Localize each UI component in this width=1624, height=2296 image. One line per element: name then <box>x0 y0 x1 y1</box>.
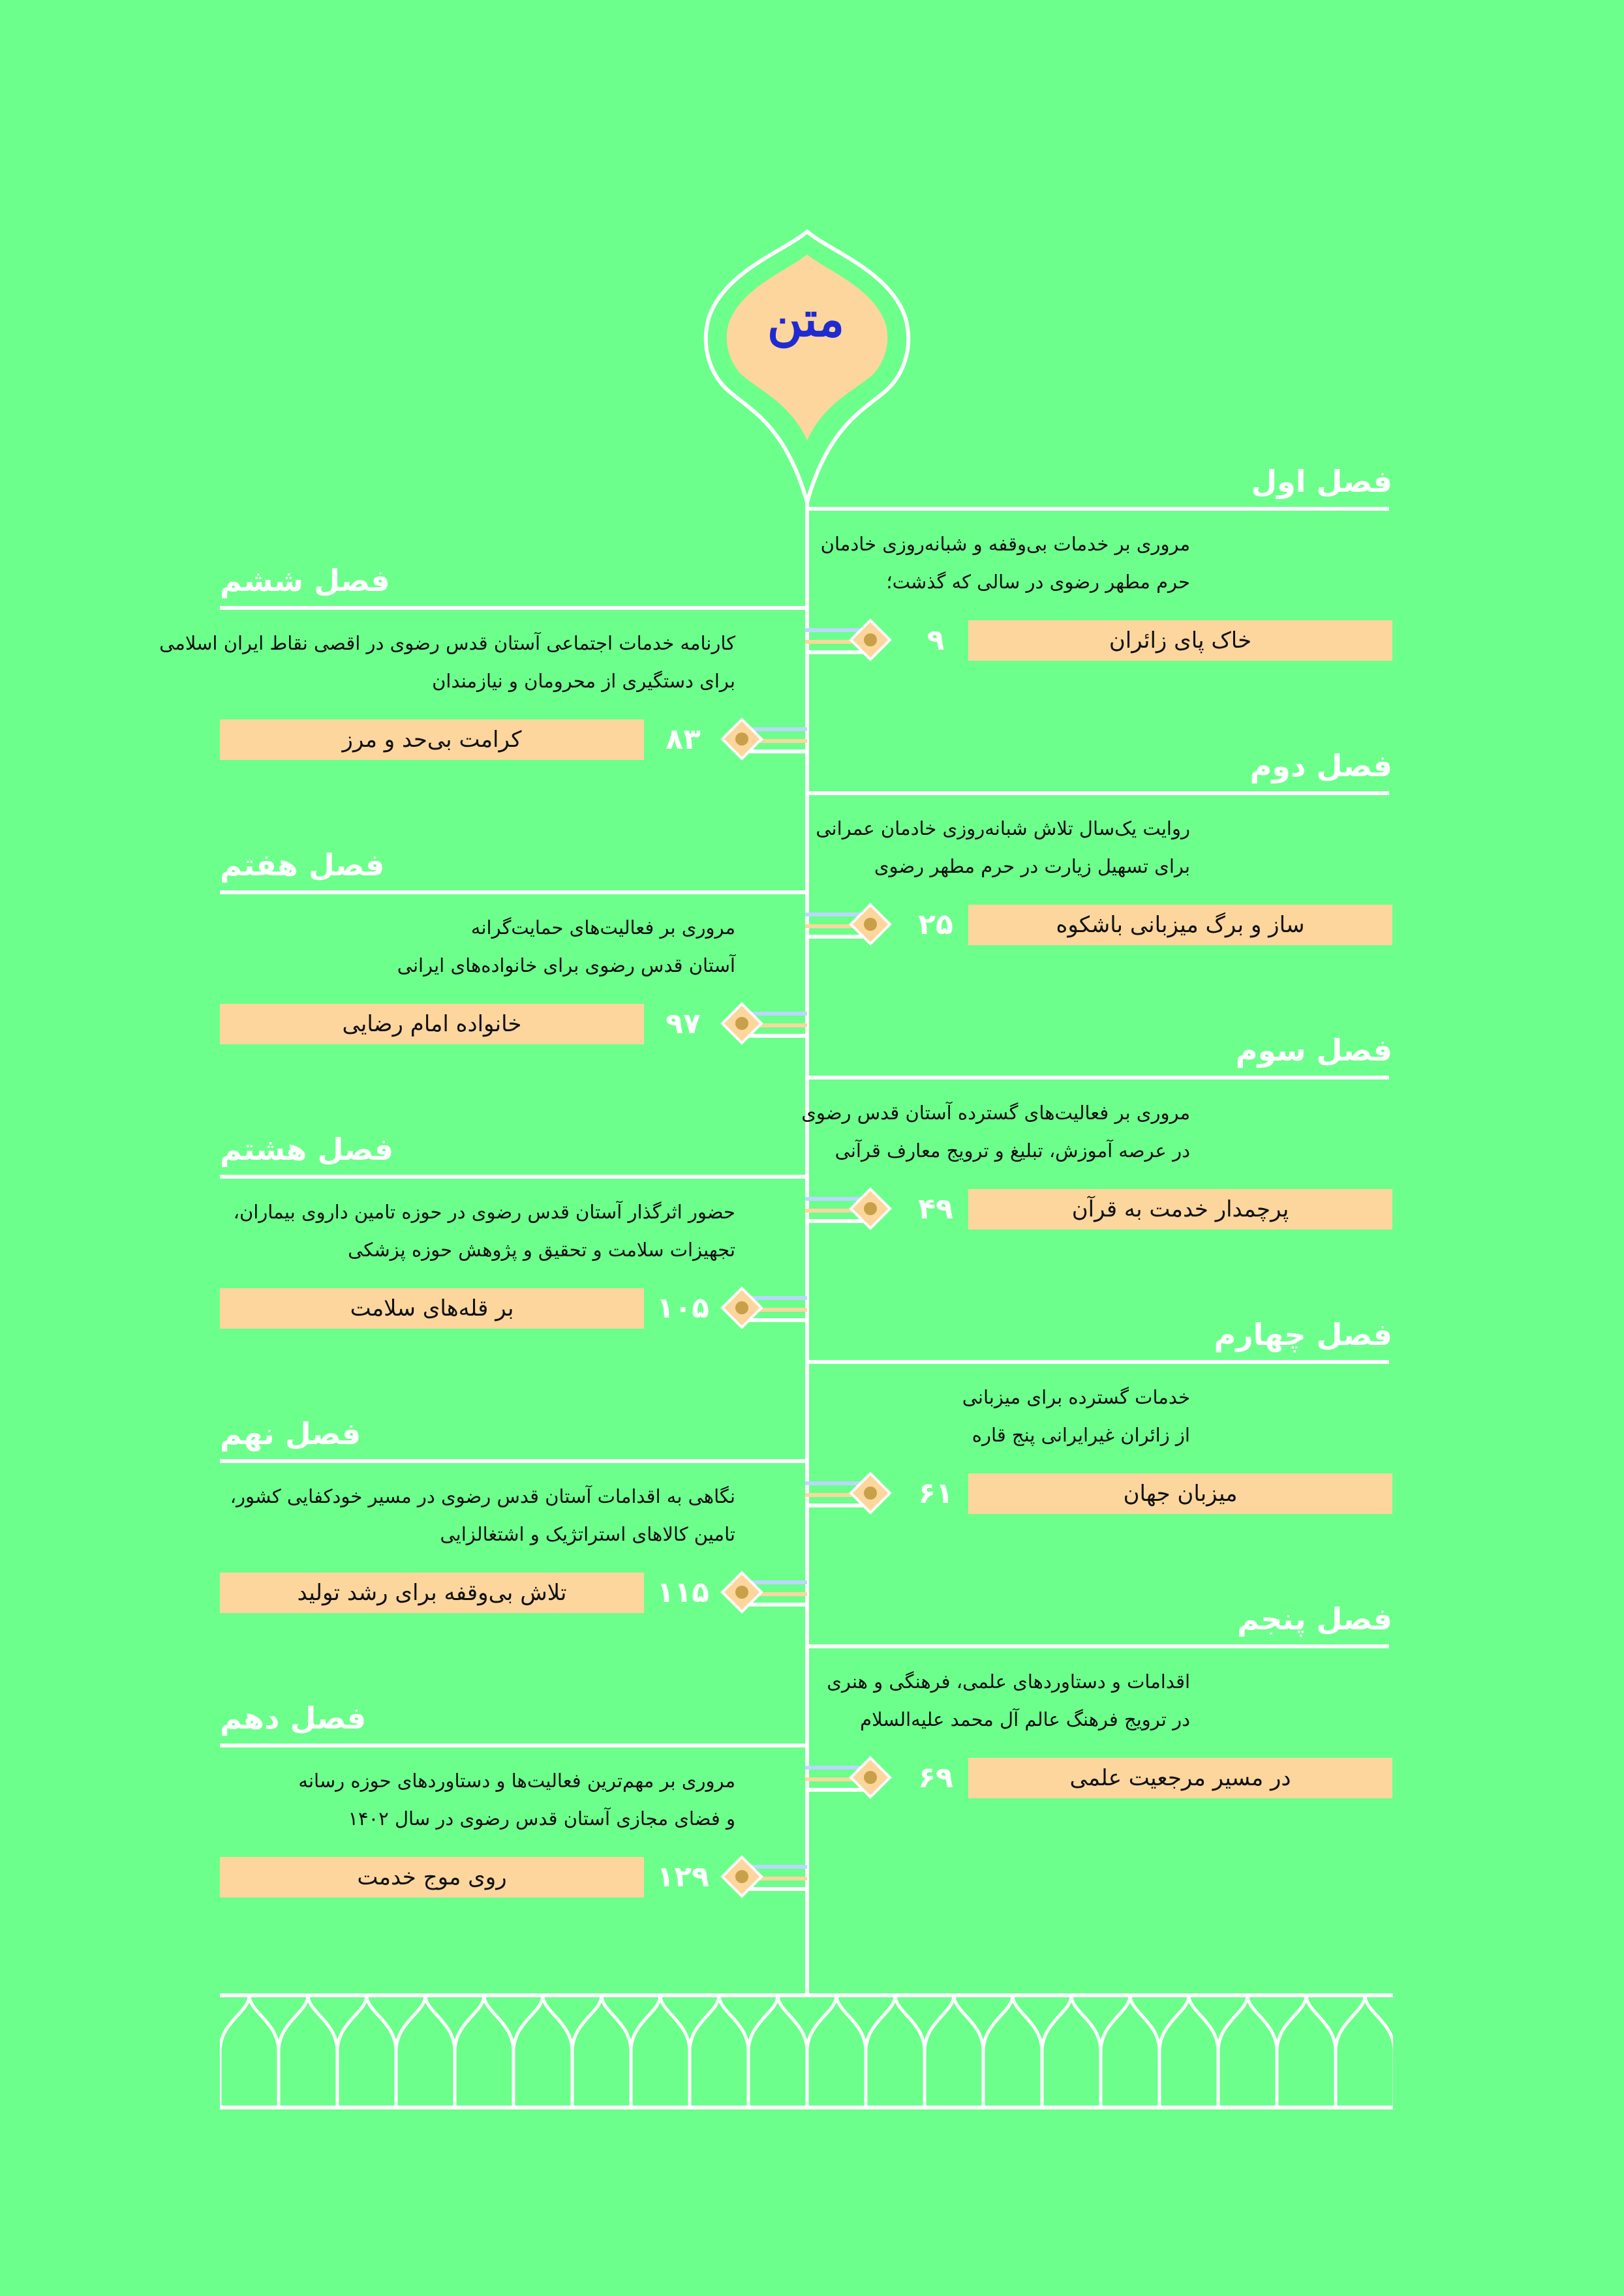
rosette-icon <box>716 713 807 765</box>
chapter-title[interactable]: خانواده امام رضایی <box>220 1004 644 1044</box>
chapter-description: مروری بر فعالیت‌های گسترده آستان قدس رضوی در عرصه آموزش، تبلیغ و ترویج معارف قرآنی <box>801 1102 1190 1162</box>
rosette-icon <box>805 898 896 950</box>
rosette-icon <box>716 1282 807 1334</box>
chapter-rule <box>220 1744 807 1747</box>
page-number: ۱۰۵ <box>656 1292 709 1325</box>
chapter-description: مروری بر فعالیت‌های حمایت‌گرانه آستان قدس رضوی برای خانواده‌های ایرانی <box>397 916 735 976</box>
chapter-rule <box>805 1076 1389 1080</box>
chapter-title[interactable]: خاک پای زائران <box>968 620 1392 661</box>
rosette-icon <box>805 614 896 666</box>
chapter-description: نگاهی به اقدامات آستان قدس رضوی در مسیر خودکفایی کشور، تامین کالاهای استراتژیک و اشتغالزایی <box>230 1485 735 1545</box>
chapter-title[interactable]: بر قله‌های سلامت <box>220 1288 644 1329</box>
chapter-rule <box>805 1360 1389 1364</box>
chapter-description: کارنامه خدمات اجتماعی آستان قدس رضوی در اقصی نقاط ایران اسلامی برای دستگیری از محرومان و نیازمندان <box>159 632 735 692</box>
page-number: ۶۹ <box>918 1761 953 1794</box>
rosette-icon <box>805 1751 896 1804</box>
chapter-rule <box>220 890 807 894</box>
chapter-rule <box>805 507 1389 511</box>
chapter-description: مروری بر مهم‌ترین فعالیت‌ها و دستاوردهای حوزه رسانه و فضای مجازی آستان قدس رضوی در سال ۱۴۰۲ <box>298 1770 735 1830</box>
page-number: ۱۲۹ <box>656 1860 709 1894</box>
chapter-title[interactable]: پرچمدار خدمت به قرآن <box>968 1189 1392 1230</box>
chapter-title[interactable]: ساز و برگ میزبانی باشکوه <box>968 905 1392 945</box>
rosette-icon <box>716 997 807 1050</box>
chapter-rule <box>805 791 1389 795</box>
rosette-icon <box>805 1467 896 1519</box>
chapter-title[interactable]: روی موج خدمت <box>220 1857 644 1897</box>
chapter-heading: فصل نهم <box>220 1416 361 1451</box>
page-number: ۱۱۵ <box>656 1576 709 1609</box>
chapter-rule <box>220 1175 807 1179</box>
chapter-title[interactable]: میزبان جهان <box>968 1473 1392 1514</box>
chapter-rule <box>220 606 807 610</box>
chapter-rule <box>805 1644 1389 1648</box>
emblem-calligraphy: متن <box>767 292 845 348</box>
rosette-icon <box>716 1566 807 1618</box>
chapter-description: خدمات گسترده برای میزبانی از زائران غیرایرانی پنج قاره <box>962 1386 1190 1446</box>
page-number: ۲۵ <box>918 908 953 941</box>
page-number: ۹۷ <box>666 1007 701 1040</box>
chapter-heading: فصل چهارم <box>1214 1317 1392 1352</box>
page-number: ۹ <box>927 624 945 657</box>
chapter-heading: فصل سوم <box>1235 1033 1392 1068</box>
page-number: ۸۳ <box>666 723 701 756</box>
chapter-heading: فصل اول <box>1251 464 1392 499</box>
chapter-rule <box>220 1459 807 1463</box>
chapter-heading: فصل هشتم <box>220 1132 394 1167</box>
rosette-icon <box>716 1850 807 1903</box>
chapter-heading: فصل هفتم <box>220 847 385 883</box>
page-number: ۴۹ <box>918 1192 953 1226</box>
page-number: ۶۱ <box>918 1477 953 1510</box>
chapter-description: مروری بر خدمات بی‌وقفه و شبانه‌روزی خادمان حرم مطهر رضوی در سالی که گذشت؛ <box>820 533 1190 593</box>
chapter-title[interactable]: کرامت بی‌حد و مرز <box>220 719 644 760</box>
chapter-heading: فصل دوم <box>1249 748 1392 783</box>
arch-lattice-pattern <box>220 1993 1393 2110</box>
chapter-title[interactable]: در مسیر مرجعیت علمی <box>968 1758 1392 1798</box>
chapter-heading: فصل دهم <box>220 1700 367 1736</box>
chapter-description: اقدامات و دستاوردهای علمی، فرهنگی و هنری در ترویج فرهنگ عالم آل محمد علیه‌السلام <box>827 1670 1190 1730</box>
rosette-icon <box>805 1183 896 1235</box>
chapter-title[interactable]: تلاش بی‌وقفه برای رشد تولید <box>220 1573 644 1613</box>
chapter-heading: فصل پنجم <box>1237 1601 1392 1637</box>
chapter-description: حضور اثرگذار آستان قدس رضوی در حوزه تامین داروی بیماران، تجهیزات سلامت و تحقیق و پژوهش حوزه پزشکی <box>233 1201 735 1261</box>
chapter-heading: فصل ششم <box>220 563 390 598</box>
chapter-description: روایت یک‌سال تلاش شبانه‌روزی خادمان عمرانی برای تسهیل زیارت در حرم مطهر رضوی <box>816 817 1190 877</box>
